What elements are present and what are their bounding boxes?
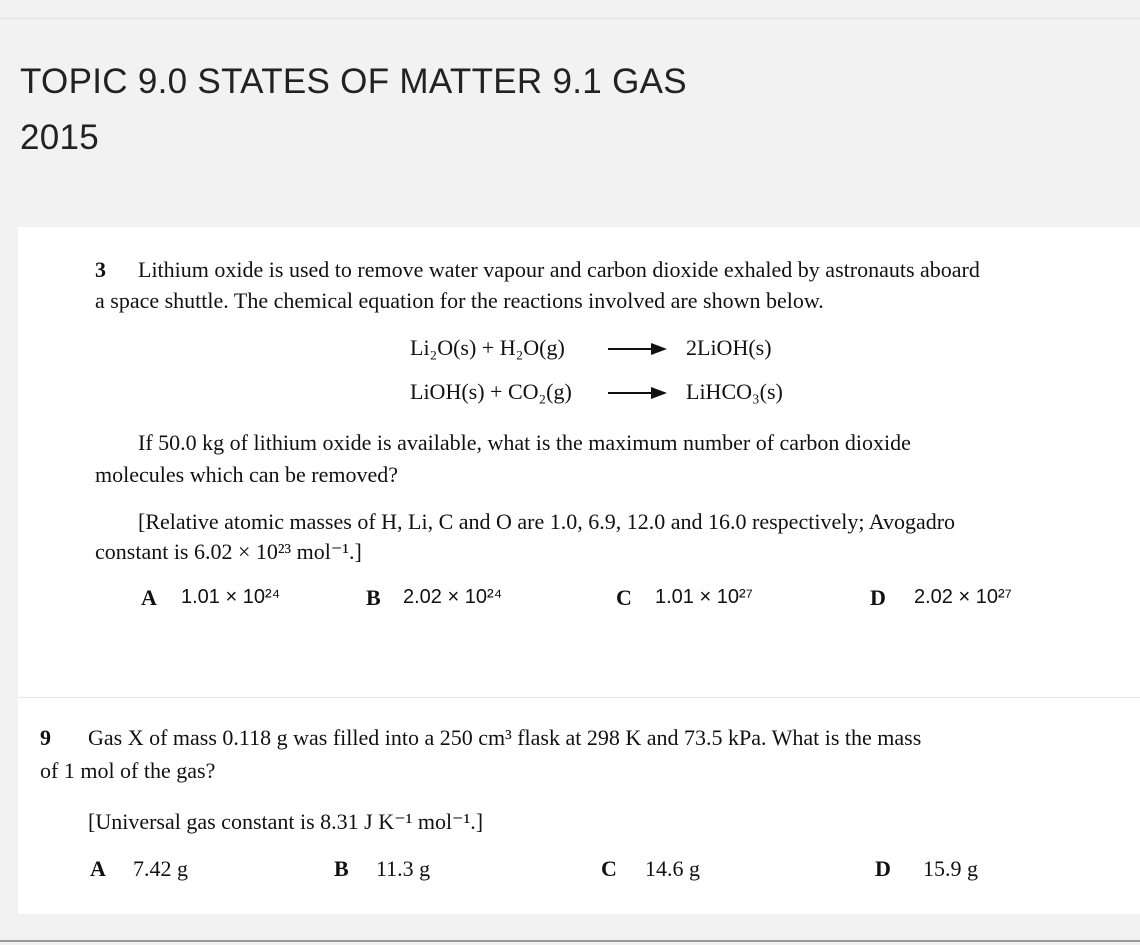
option-letter: B bbox=[366, 585, 381, 610]
question-card-3 bbox=[18, 227, 1140, 697]
question-stem-line: Lithium oxide is used to remove water vapour and carbon dioxide exhaled by astronauts aboard bbox=[138, 257, 980, 282]
question-stem-line: Gas X of mass 0.118 g was filled into a 250 cm³ flask at 298 K and 73.5 kPa. What is the mass bbox=[88, 725, 922, 750]
reaction-arrow-2 bbox=[608, 392, 664, 394]
option-value: 7.42 g bbox=[133, 856, 188, 881]
equation-1-reactants: Li₂O(s) + H₂O(g) bbox=[410, 335, 565, 360]
option-value: 1.01 × 10²⁴ bbox=[181, 586, 281, 608]
option-letter: C bbox=[616, 585, 632, 610]
option-letter: C bbox=[601, 856, 617, 881]
page-title: TOPIC 9.0 STATES OF MATTER 9.1 GAS bbox=[20, 62, 687, 101]
question-card-9 bbox=[18, 697, 1140, 914]
option-letter: A bbox=[141, 585, 157, 610]
question-prompt-line: If 50.0 kg of lithium oxide is available, what is the maximum number of carbon dioxide bbox=[138, 430, 911, 455]
option-value: 14.6 g bbox=[645, 856, 700, 881]
given-data-line: [Relative atomic masses of H, Li, C and O are 1.0, 6.9, 12.0 and 16.0 respectively; Avogadro bbox=[138, 509, 956, 534]
given-data-line: constant is 6.02 × 10²³ mol⁻¹.] bbox=[95, 539, 362, 564]
equation-2-reactants: LiOH(s) + CO₂(g) bbox=[410, 379, 572, 404]
question-stem-line: of 1 mol of the gas? bbox=[40, 758, 216, 783]
page-year: 2015 bbox=[20, 118, 100, 157]
option-letter: D bbox=[875, 856, 891, 881]
reaction-arrow-1 bbox=[608, 348, 664, 350]
question-prompt-line: molecules which can be removed? bbox=[95, 462, 398, 487]
equation-1-products: 2LiOH(s) bbox=[686, 335, 772, 360]
question-number: 3 bbox=[95, 257, 106, 282]
option-letter: A bbox=[90, 856, 106, 881]
question-stem-line: a space shuttle. The chemical equation for the reactions involved are shown below. bbox=[95, 288, 824, 313]
top-divider bbox=[0, 18, 1140, 19]
bottom-divider bbox=[0, 940, 1140, 942]
option-letter: D bbox=[870, 585, 886, 610]
given-data-line: [Universal gas constant is 8.31 J K⁻¹ mol⁻¹.] bbox=[88, 809, 484, 834]
option-value: 1.01 × 10²⁷ bbox=[655, 586, 753, 608]
option-value: 2.02 × 10²⁷ bbox=[914, 586, 1012, 608]
option-value: 15.9 g bbox=[923, 856, 978, 881]
option-letter: B bbox=[334, 856, 349, 881]
option-value: 2.02 × 10²⁴ bbox=[403, 586, 503, 608]
option-value: 11.3 g bbox=[376, 856, 431, 881]
question-number: 9 bbox=[40, 725, 51, 750]
equation-2-products: LiHCO₃(s) bbox=[686, 379, 783, 404]
